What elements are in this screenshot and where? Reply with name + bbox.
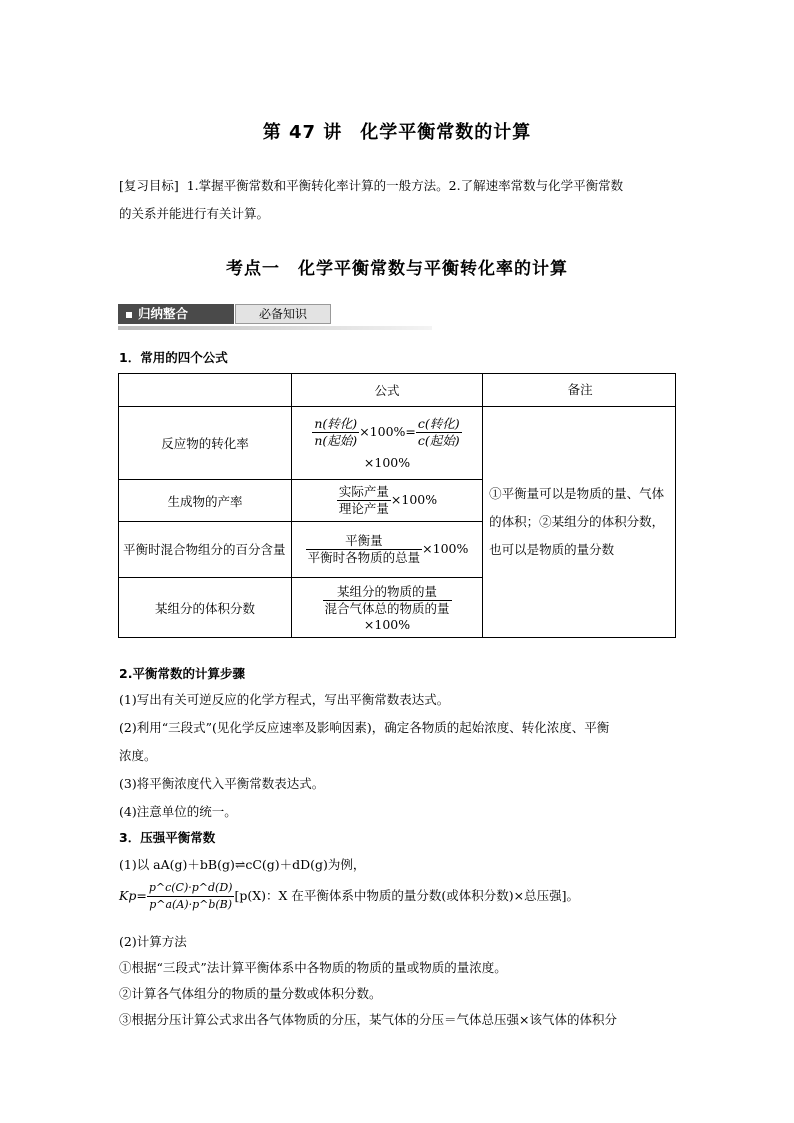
yield-formula [291,480,482,522]
conversion-formula [291,407,482,480]
fraction-denominator: n(起始) [314,433,358,448]
part2-heading: 2.平衡常数的计算步骤 [119,666,245,681]
fraction-numerator: n(转化) [314,416,358,431]
row-name-conversion: 反应物的转化率 [119,407,292,480]
part1-heading: 1．常用的四个公式 [119,350,228,365]
review-goals [119,172,679,228]
review-text-2: 的关系并能进行有关计算。 [119,206,270,221]
method-step-3: ③根据分压计算公式求出各气体物质的分压，某气体的分压＝气体总压强×该气体的体积分 [119,1012,617,1027]
banner-main-label: 归纳整合 [138,306,189,321]
header-formula: 公式 [291,374,482,407]
fraction-numerator: 实际产量 [338,484,389,499]
formula-operator: ×100%= [359,424,416,439]
part3-heading: 3．压强平衡常数 [119,830,216,845]
formula-tail: ×100% [363,455,411,470]
fraction-numerator: c(转化) [417,416,460,431]
row-name-yield: 生成物的产率 [119,480,292,522]
section-name: 化学平衡常数与平衡转化率的计算 [298,259,568,279]
kp-note: [p(X)：X 在平衡体系中物质的量分数(或体积分数)×总压强]。 [234,888,579,903]
volume-fraction-formula [291,578,482,638]
formula-tail: ×100% [390,492,438,507]
page-title [0,118,794,144]
kp-formula [119,880,579,913]
step-2b: 浓度。 [119,748,157,763]
table-note: ①平衡量可以是物质的量、气体的体积；②某组分的体积分数，也可以是物质的量分数 [483,407,676,638]
method-heading: (2)计算方法 [119,934,187,949]
kp-label: Kp= [119,888,147,903]
kp-example: (1)以 aA(g)＋bB(g)⇌cC(g)＋dD(g)为例， [119,857,366,872]
banner-main [118,304,234,324]
table-header-row [119,374,676,407]
kp-fraction [147,880,235,913]
fraction [312,416,359,449]
fraction-denominator: 平衡时各物质的总量 [307,550,421,565]
step-3: (3)将平衡浓度代入平衡常数表达式。 [119,776,325,791]
method-step-1: ①根据“三段式”法计算平衡体系中各物质的物质的量或物质的量浓度。 [119,960,507,975]
method-step-2: ②计算各气体组分的物质的量分数或体积分数。 [119,986,382,1001]
fraction-denominator: 混合气体总的物质的量 [324,600,450,616]
review-text-1: 1.掌握平衡常数和平衡转化率计算的一般方法。2.了解速率常数与化学平衡常数 [186,178,624,193]
banner-side: 必备知识 [235,304,331,324]
banner-underline [118,326,432,330]
fraction [337,484,391,517]
formula-tail: ×100% [422,541,469,556]
fraction-denominator: 理论产量 [338,501,389,516]
fraction-denominator: c(起始) [417,433,460,448]
percentage-formula [291,522,482,578]
formula-tail: ×100% [363,616,411,632]
step-4: (4)注意单位的统一。 [119,804,237,819]
square-bullet-icon [126,312,132,318]
fraction-numerator: 某组分的物质的量 [323,584,452,601]
knowledge-banner [118,304,432,328]
kp-denominator: p^a(A)·p^b(B) [149,898,233,911]
header-empty-cell [119,374,292,407]
header-note: 备注 [483,374,676,407]
step-1: (1)写出有关可逆反应的化学方程式，写出平衡常数表达式。 [119,692,450,707]
row-name-percentage: 平衡时混合物组分的百分含量 [119,522,292,578]
formula-table [118,373,676,638]
lecture-number: 第 47 讲 [262,122,343,143]
fraction [306,533,423,566]
section-title [0,254,794,279]
step-2a: (2)利用“三段式”(见化学反应速率及影响因素)，确定各物质的起始浓度、转化浓度、平衡 [119,720,610,735]
review-label: [复习目标] [119,178,179,193]
kp-numerator: p^c(C)·p^d(D) [147,880,235,897]
row-name-volume-fraction: 某组分的体积分数 [119,578,292,638]
fraction [416,416,462,449]
table-row [119,407,676,480]
review-line-1 [119,172,679,200]
lecture-topic: 化学平衡常数的计算 [360,122,532,143]
fraction-numerator: 平衡量 [306,533,423,550]
fraction [323,584,452,617]
section-number: 考点一 [226,259,280,279]
